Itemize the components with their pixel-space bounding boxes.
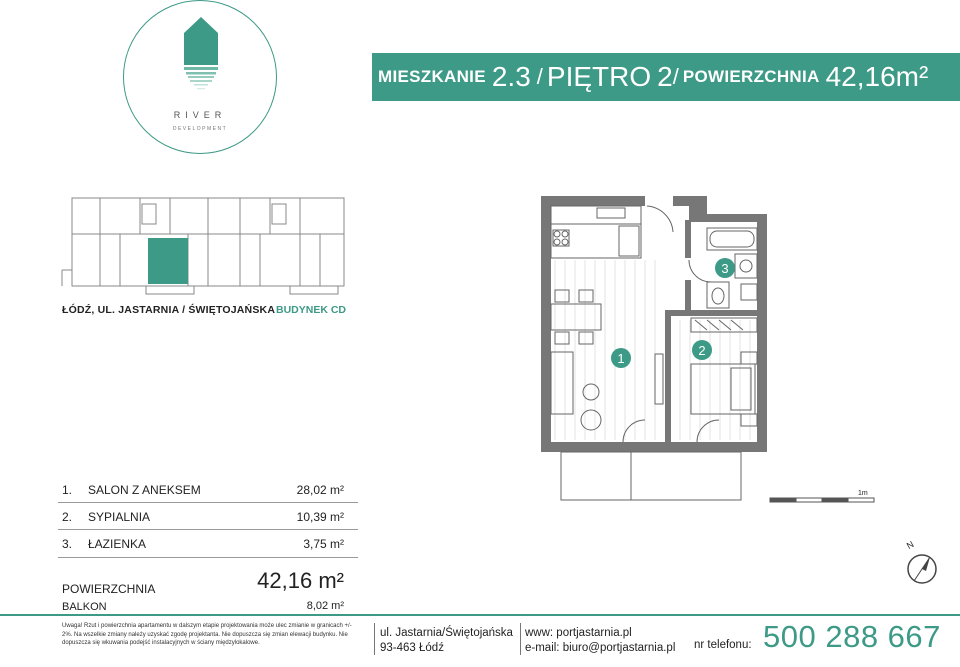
title-separator: / (536, 64, 543, 89)
room-area: 10,39 m² (296, 510, 344, 524)
room-name: ŁAZIENKA (88, 537, 147, 551)
floor-label: PIĘTRO (546, 61, 652, 92)
room-name: SYPIALNIA (88, 510, 151, 524)
room-name: SALON Z ANEKSEM (88, 483, 201, 497)
logo (123, 0, 277, 154)
phone-label: nr telefonu: (694, 639, 752, 651)
room-number: 1. (62, 483, 73, 497)
room-number: 2. (62, 510, 73, 524)
room-area: 28,02 m² (296, 483, 344, 497)
footer-address (380, 626, 513, 655)
apartment-number: 2.3 (491, 61, 531, 92)
email-link[interactable]: e-mail: biuro@portjastarnia.pl (525, 641, 676, 654)
room-row-2 (62, 510, 344, 526)
website-link[interactable]: www: portjastarnia.pl (525, 627, 632, 639)
floor-number: 2 (657, 61, 673, 92)
table-divider (58, 529, 358, 530)
address-line-1: ul. Jastarnia/Świętojańska (380, 627, 513, 639)
table-divider (58, 557, 358, 558)
building-label: BUDYNEK CD (276, 304, 347, 316)
footer-separator (520, 623, 521, 655)
table-divider (58, 502, 358, 503)
balcony-label: BALKON (62, 601, 107, 613)
building-key-plan (60, 192, 350, 297)
room-marker-1-label: 1 (617, 351, 625, 366)
room-number: 3. (62, 537, 73, 551)
logo-wordmark: RIVER (173, 110, 227, 120)
balcony-value: 8,02 m² (306, 600, 344, 612)
area-label: POWIERZCHNIA (682, 67, 820, 86)
title-separator-2: / (672, 64, 679, 89)
room-marker-2-label: 2 (698, 343, 706, 358)
address-line-2: 93-463 Łódź (380, 641, 444, 654)
compass-north-label: N (904, 539, 916, 551)
floor-plan (535, 190, 875, 505)
footer-separator (374, 623, 375, 655)
logo-house-icon (182, 15, 220, 95)
footer-contact (525, 626, 675, 655)
room-row-3 (62, 537, 344, 553)
phone-number[interactable]: 500 288 667 (763, 619, 941, 654)
apartment-title-bar (372, 53, 960, 101)
total-area-label: POWIERZCHNIA (62, 582, 156, 596)
compass-icon (900, 545, 945, 590)
room-marker-3-label: 3 (721, 261, 729, 276)
disclaimer-note: Uwaga! Rzut i powierzchnia apartamentu w dalszym etapie projektowania może ulec zmianie w granicach +/- 2%. Na wszelkie zmiany należy uzyskać zgodę projektanta. Nie dopuszcza się zmian elewacji budynku. Nie dopuszcza się wkuwania podejść instalacyjnych w ściany międzylokalowe. (62, 623, 352, 646)
highlighted-apartment (148, 238, 188, 284)
scale-label: 1m (858, 490, 868, 497)
logo-subtitle: DEVELOPMENT (172, 126, 228, 132)
apartment-label: MIESZKANIE (378, 67, 486, 86)
room-row-1 (62, 483, 344, 499)
location-address: ŁÓDŹ, UL. JASTARNIA / ŚWIĘTOJAŃSKA (62, 304, 276, 316)
room-area: 3,75 m² (303, 537, 344, 551)
area-value: 42,16m² (825, 61, 929, 92)
footer-divider (0, 614, 960, 616)
total-area-value: 42,16 m² (257, 568, 344, 593)
